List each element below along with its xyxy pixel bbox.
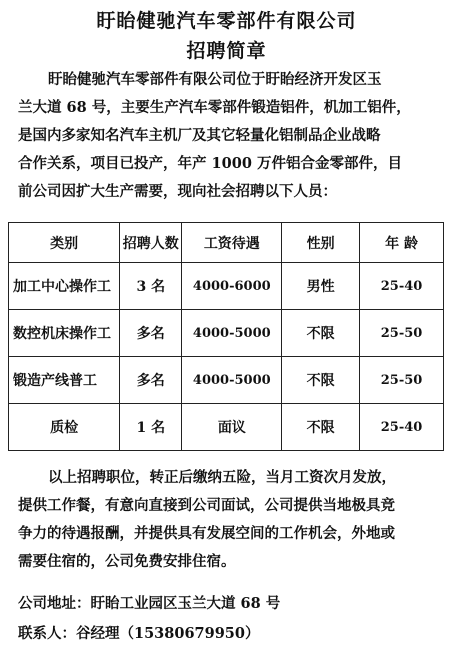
cell-gender: 不限 — [282, 357, 360, 404]
cell-salary: 4000-5000 — [182, 357, 282, 404]
cell-age: 25-40 — [360, 404, 444, 451]
closing-line: 争力的待遇报酬，并提供具有发展空间的工作机会，外地或 — [18, 525, 395, 542]
company-address: 公司地址：盱眙工业园区玉兰大道 68 号 — [18, 595, 281, 612]
cell-age: 25-50 — [360, 357, 444, 404]
header-headcount: 招聘人数 — [120, 223, 182, 263]
cell-category: 质检 — [9, 404, 120, 451]
intro-line: 是国内多家知名汽车主机厂及其它轻量化铝制品企业战略 — [18, 127, 381, 144]
intro-line: 合作关系，项目已投产，年产 1000 万件铝合金零部件，目 — [18, 155, 402, 172]
cell-gender: 不限 — [282, 404, 360, 451]
header-gender: 性别 — [282, 223, 360, 263]
intro-line: 盱眙健驰汽车零部件有限公司位于盱眙经济开发区玉 — [48, 71, 382, 88]
table-row — [9, 310, 444, 357]
table-row — [9, 404, 444, 451]
contact-person: 联系人：谷经理（15380679950） — [18, 625, 260, 642]
cell-category: 数控机床操作工 — [9, 310, 120, 357]
cell-gender: 不限 — [282, 310, 360, 357]
closing-paragraph — [18, 464, 438, 576]
header-salary: 工资待遇 — [182, 223, 282, 263]
cell-headcount: 多名 — [120, 310, 182, 357]
cell-category: 加工中心操作工 — [9, 263, 120, 310]
company-title: 盱眙健驰汽车零部件有限公司 — [96, 10, 357, 32]
document-title: 招聘简章 — [186, 40, 267, 62]
cell-category: 锻造产线普工 — [9, 357, 120, 404]
cell-salary: 4000-6000 — [182, 263, 282, 310]
table-header-row — [9, 223, 444, 263]
intro-paragraph — [18, 66, 438, 206]
table-row — [9, 357, 444, 404]
table-row — [9, 263, 444, 310]
cell-gender: 男性 — [282, 263, 360, 310]
cell-headcount: 多名 — [120, 357, 182, 404]
cell-salary: 4000-5000 — [182, 310, 282, 357]
closing-line: 提供工作餐，有意向直接到公司面试，公司提供当地极具竞 — [18, 497, 395, 514]
cell-age: 25-50 — [360, 310, 444, 357]
jobs-table — [8, 222, 444, 451]
cell-headcount: 3 名 — [120, 263, 182, 310]
cell-age: 25-40 — [360, 263, 444, 310]
closing-line: 需要住宿的，公司免费安排住宿。 — [18, 553, 236, 570]
cell-salary: 面议 — [182, 404, 282, 451]
intro-line: 前公司因扩大生产需要，现向社会招聘以下人员： — [18, 183, 337, 200]
closing-line: 以上招聘职位，转正后缴纳五险，当月工资次月发放， — [48, 469, 396, 486]
header-category: 类别 — [9, 223, 120, 263]
cell-headcount: 1 名 — [120, 404, 182, 451]
header-age: 年 龄 — [360, 223, 444, 263]
intro-line: 兰大道 68 号，主要生产汽车零部件锻造铝件，机加工铝件， — [18, 99, 411, 116]
